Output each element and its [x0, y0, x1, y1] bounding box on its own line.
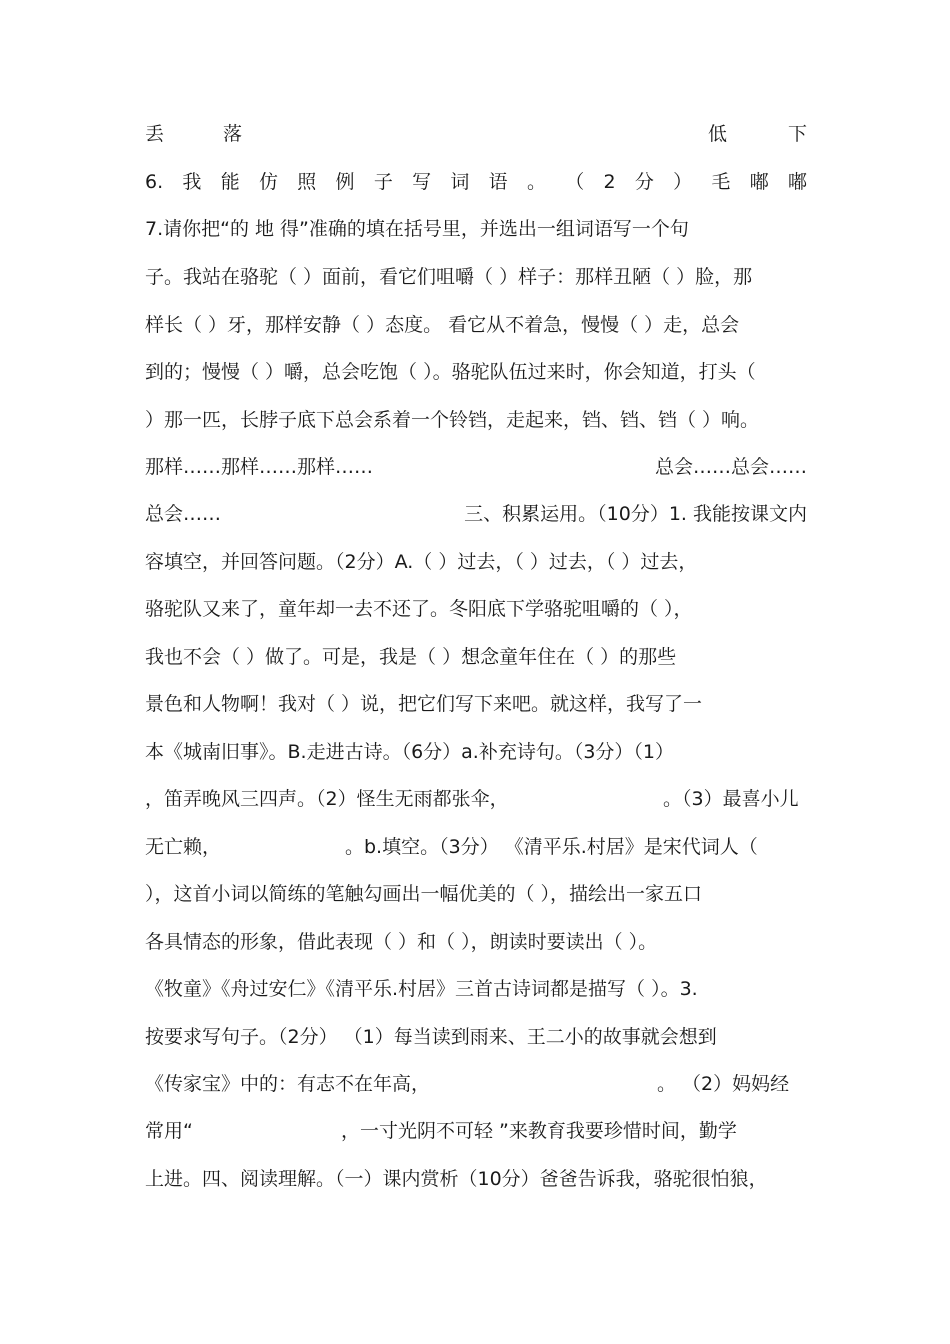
text-line-9-left: 总会…… — [145, 503, 222, 525]
char: 能 — [220, 171, 240, 193]
text-line-17: ），这首小词以简练的笔触勾画出一幅优美的（ ），描绘出一家五口 — [145, 883, 703, 905]
char: 嘟 — [749, 171, 769, 193]
text-line-22-right: ，一寸光阴不可轻 ”来教育我要珍惜时间，勤学 — [341, 1120, 737, 1142]
word-right-1: 低 — [708, 123, 728, 145]
text-line-12: 我也不会（ ）做了。可是，我是（ ）想念童年住在（ ）的那些 — [145, 646, 677, 668]
text-line-15-right: 。（3）最喜小儿 — [663, 788, 799, 810]
text-line-19: 《牧童》《舟过安仁》《清平乐.村居》三首古诗词都是描写（ ）。3. — [145, 978, 698, 1000]
text-line-5: 样长（ ）牙，那样安静（ ）态度。 看它从不着急，慢慢（ ）走，总会 — [145, 314, 740, 336]
text-line-18: 各具情态的形象，借此表现（ ）和（ ），朗读时要读出（ ）。 — [145, 931, 658, 953]
text-line-8-right: 总会……总会…… — [654, 456, 807, 478]
text-line-13: 景色和人物啊！我对（ ）说，把它们写下来吧。就这样，我写了一 — [145, 693, 703, 715]
char: 语 — [488, 171, 508, 193]
char: 我 — [182, 171, 202, 193]
char: 子 — [373, 171, 393, 193]
text-line-21-right: 。 （2）妈妈经 — [657, 1073, 790, 1095]
char: 例 — [335, 171, 355, 193]
char: （ — [565, 171, 585, 193]
text-line-21 — [145, 1068, 807, 1100]
text-line-15-left: ，笛弄晚风三四声。（2）怪生无雨都张伞， — [145, 788, 509, 810]
char: 照 — [297, 171, 317, 193]
char: 。 — [526, 171, 546, 193]
char: 分 — [634, 171, 654, 193]
text-line-9 — [145, 498, 807, 530]
text-line-22 — [145, 1115, 807, 1147]
text-line-16-left: 无亡赖， — [145, 836, 222, 858]
text-line-21-left: 《传家宝》中的：有志不在年高， — [145, 1073, 431, 1095]
text-line-8-left: 那样……那样……那样…… — [145, 456, 374, 478]
text-line-10: 容填空，并回答问题。（2分）A.（ ）过去，（ ）过去，（ ）过去， — [145, 551, 698, 573]
char: 词 — [450, 171, 470, 193]
text-line-23: 上进。四、阅读理解。（一）课内赏析（10分）爸爸告诉我，骆驼很怕狼， — [145, 1168, 768, 1190]
text-line-22-left: 常用“ — [145, 1120, 193, 1142]
text-line-3: 7.请你把“的 地 得”准确的填在括号里，并选出一组词语写一个句 — [145, 218, 689, 240]
char: 6. — [145, 171, 164, 193]
text-line-8 — [145, 451, 807, 483]
text-line-16-right: 。b.填空。（3分） 《清平乐.村居》是宋代词人（ — [345, 836, 758, 858]
char: 写 — [412, 171, 432, 193]
text-line-2 — [145, 166, 807, 198]
word-right-2: 下 — [788, 123, 807, 145]
char: ） — [673, 171, 693, 193]
text-line-16 — [145, 831, 807, 863]
char: 仿 — [258, 171, 278, 193]
text-line-20: 按要求写句子。（2分） （1）每当读到雨来、王二小的故事就会想到 — [145, 1026, 717, 1048]
text-line-7: ）那一匹，长脖子底下总会系着一个铃铛，走起来，铛、铛、铛（ ）响。 — [145, 409, 760, 431]
word-left-1: 丢 — [145, 123, 165, 145]
text-line-14: 本《城南旧事》。B.走进古诗。（6分）a.补充诗句。（3分）（1） — [145, 741, 675, 763]
char: 2 — [603, 171, 616, 193]
word-left-2: 落 — [223, 123, 243, 145]
text-line-4: 子。我站在骆驼（ ）面前，看它们咀嚼（ ）样子：那样丑陋（ ）脸，那 — [145, 266, 753, 288]
text-line-6: 到的；慢慢（ ）嚼，总会吃饱（ ）。骆驼队伍过来时，你会知道，打头（ — [145, 361, 756, 383]
text-line-11: 骆驼队又来了，童年却一去不还了。冬阳底下学骆驼咀嚼的（ ）， — [145, 598, 693, 620]
text-line-15 — [145, 783, 807, 815]
text-line-1 — [145, 118, 807, 150]
text-line-9-right: 三、积累运用。（10分）1. 我能按课文内 — [464, 503, 807, 525]
char: 毛 — [711, 171, 731, 193]
char: 嘟 — [787, 171, 807, 193]
